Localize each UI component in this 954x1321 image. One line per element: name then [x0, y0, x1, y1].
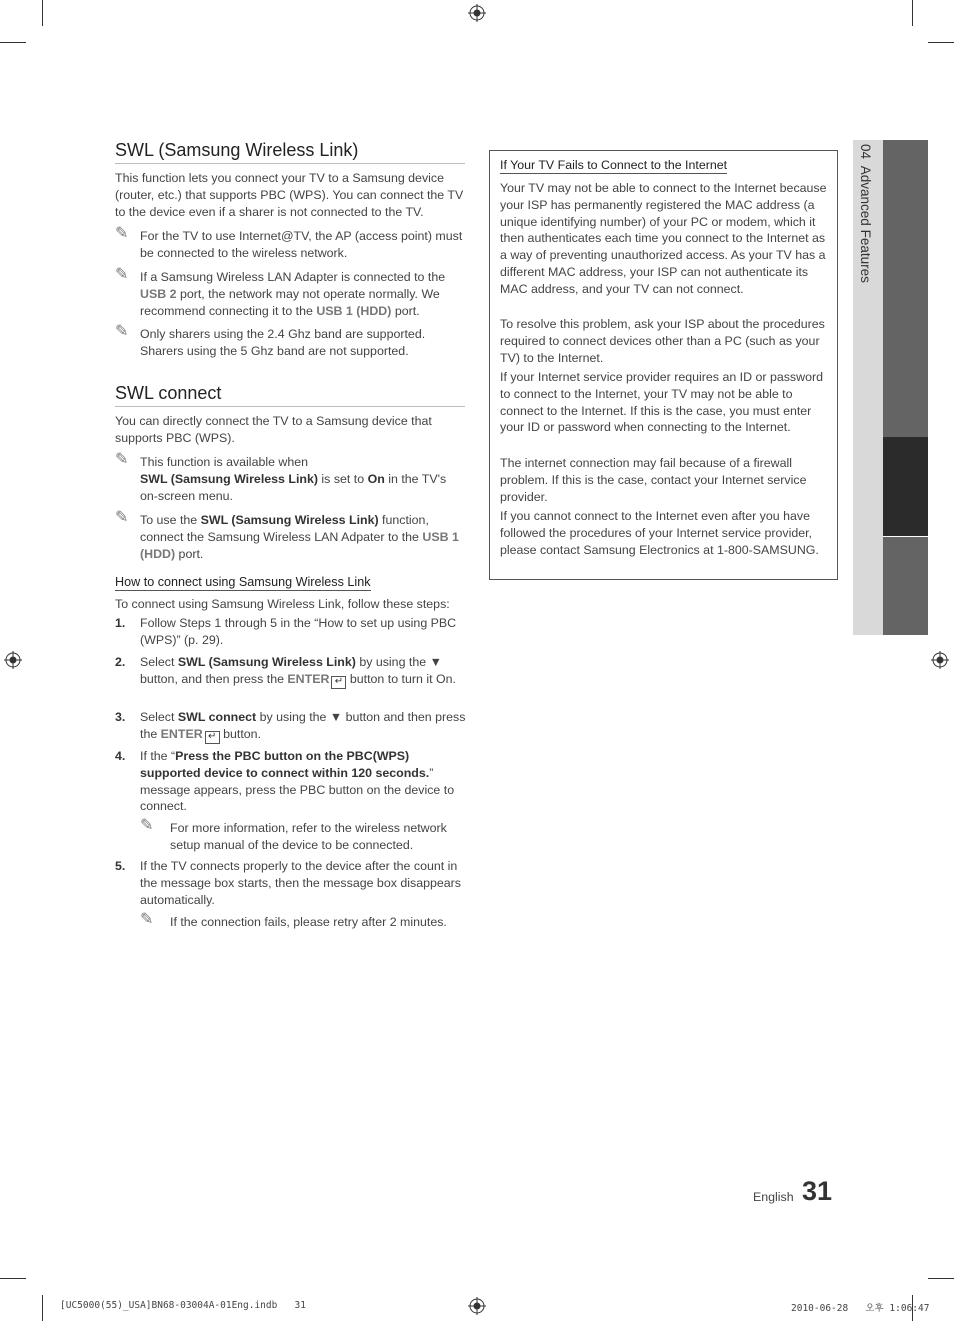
- box-paragraph: If you cannot connect to the Internet even after you have followed the procedures of your Internet service provider, please contact Samsung Electronics at 1-800-SAMSUNG.: [500, 509, 819, 557]
- crop-mark: [42, 0, 43, 26]
- page-number: 31: [802, 1176, 833, 1206]
- registration-mark-icon: [931, 651, 949, 669]
- side-tab-active: [883, 437, 928, 536]
- pencil-note-icon: ✎: [115, 266, 129, 283]
- pencil-note-icon: ✎: [140, 911, 154, 928]
- enter-icon: ↵: [331, 676, 346, 689]
- note: ✎ To use the SWL (Samsung Wireless Link) function, connect the Samsung Wireless LAN Adpater to the USB 1 (HDD) port.: [115, 509, 459, 561]
- box-title: If Your TV Fails to Connect to the Internet: [500, 158, 728, 172]
- crop-mark: [912, 0, 913, 26]
- crop-mark: [928, 1278, 954, 1279]
- pencil-note-icon: ✎: [115, 225, 129, 242]
- box-paragraph: The internet connection may fail because of a firewall problem. If this is the case, contact your Internet service provider.: [500, 456, 807, 504]
- step-item: 4. If the “Press the PBC button on the PBC(WPS) supported device to connect within 120 seconds.” message appears, press the PBC button on the device to connect.: [115, 749, 455, 814]
- section-intro: This function lets you connect your TV to a Samsung device (router, etc.) that supports PBC (WPS). You can connect the TV to the device even if a sharer is not connected to the TV.: [115, 171, 464, 219]
- steps-intro: To connect using Samsung Wireless Link, follow these steps:: [115, 597, 450, 611]
- section-heading-swl: SWL (Samsung Wireless Link): [115, 139, 465, 164]
- side-tab-dark: [883, 537, 928, 635]
- registration-mark-icon: [468, 4, 486, 22]
- chapter-label: 04 Advanced Features: [858, 144, 873, 283]
- note: ✎ For more information, refer to the wireless network setup manual of the device to be connected.: [140, 817, 447, 852]
- section-intro: You can directly connect the TV to a Samsung device that supports PBC (WPS).: [115, 414, 432, 445]
- registration-mark-icon: [4, 651, 22, 669]
- pencil-note-icon: ✎: [115, 451, 129, 468]
- note: ✎ This function is available when SWL (Samsung Wireless Link) is set to On in the TV's on-screen menu.: [115, 451, 447, 503]
- subsection-heading: How to connect using Samsung Wireless Link: [115, 575, 371, 589]
- step-item: 1. Follow Steps 1 through 5 in the “How to set up using PBC (WPS)” (p. 29).: [115, 616, 457, 647]
- pencil-note-icon: ✎: [140, 817, 154, 834]
- crop-mark: [0, 42, 26, 43]
- note: ✎ If a Samsung Wireless LAN Adapter is connected to the USB 2 port, the network may not operate normally. We recommend connecting it to the USB 1 (HDD) port.: [115, 266, 446, 318]
- step-item: 3. Select SWL connect by using the ▼ button and then press the ENTER ↵ button.: [115, 710, 466, 742]
- registration-mark-icon: [468, 1297, 486, 1315]
- pencil-note-icon: ✎: [115, 323, 129, 340]
- crop-mark: [42, 1295, 43, 1321]
- note: ✎ If the connection fails, please retry after 2 minutes.: [140, 911, 447, 929]
- side-tab-dark: [883, 140, 928, 437]
- note: ✎ Only sharers using the 2.4 Ghz band are supported. Sharers using the 5 Ghz band are not supported.: [115, 323, 426, 358]
- pencil-note-icon: ✎: [115, 509, 129, 526]
- box-paragraph: Your TV may not be able to connect to the Internet because your ISP has permanently registered the MAC address (a unique identifying number) of your PC or modem, which it then authenticates each time you connect to the Internet as a way of preventing unauthorized access. As your TV has a different MAC address, your ISP can not authenticate its MAC address, and your TV can not connect.: [500, 181, 827, 296]
- crop-mark: [0, 1278, 26, 1279]
- step-item: 5. If the TV connects properly to the device after the count in the message box starts, then the message box disappears automatically.: [115, 859, 461, 907]
- step-item: 2. Select SWL (Samsung Wireless Link) by using the ▼ button, and then press the ENTER ↵ button to turn it On.: [115, 655, 456, 687]
- enter-icon: ↵: [205, 731, 220, 744]
- box-paragraph: To resolve this problem, ask your ISP about the procedures required to connect devices other than a PC (such as your TV) to the Internet.: [500, 317, 825, 365]
- note: ✎ For the TV to use Internet@TV, the AP (access point) must be connected to the wireless network.: [115, 225, 463, 260]
- footer-language: English: [753, 1190, 794, 1204]
- file-info: [UC5000(55)_USA]BN68-03004A-01Eng.indb 31: [60, 1300, 306, 1311]
- section-heading-swl-connect: SWL connect: [115, 382, 465, 407]
- print-timestamp: 2010-06-28 오후 1:06:47: [791, 1303, 930, 1314]
- crop-mark: [928, 42, 954, 43]
- troubleshooting-box: [489, 150, 838, 580]
- box-paragraph: If your Internet service provider requires an ID or password to connect to the Internet, your TV may not be able to connect to the Internet. If this is the case, you must enter your ID or password when connecting to the Internet.: [500, 370, 823, 435]
